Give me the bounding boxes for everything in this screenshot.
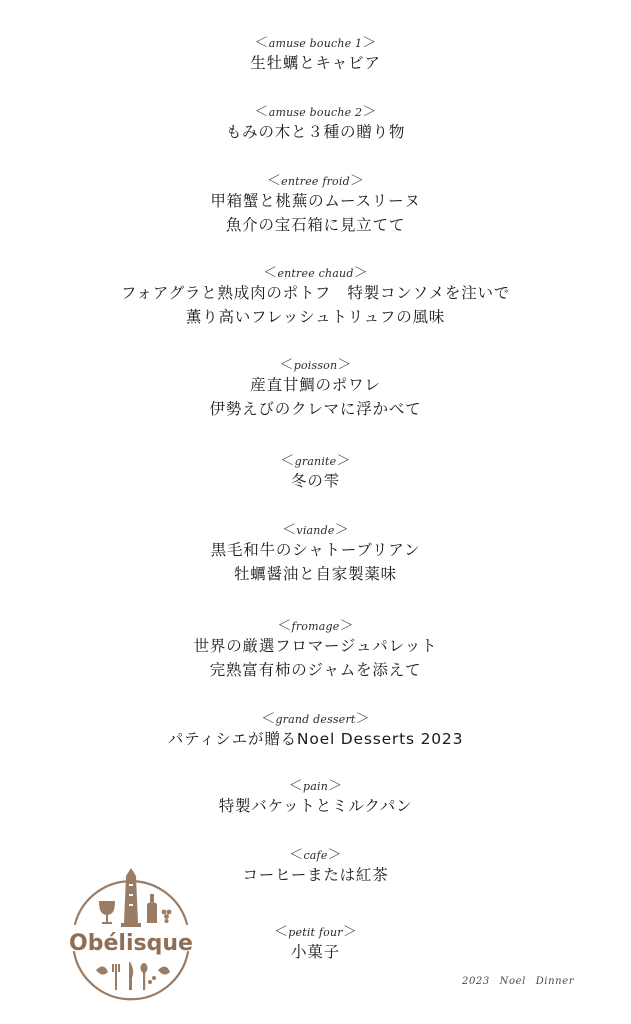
spoon-icon — [141, 963, 148, 990]
course-label-text: fromage — [291, 620, 340, 633]
bracket-open: ＜ — [288, 778, 303, 794]
dish-line: 小菓子 — [291, 943, 340, 961]
course-label — [0, 711, 631, 727]
obelisk-icon — [121, 868, 141, 927]
bracket-open: ＜ — [280, 453, 295, 469]
course-label — [0, 104, 631, 120]
bracket-close: ＞ — [355, 711, 370, 727]
bottle-icon — [147, 894, 157, 923]
dish-line: 産直甘鯛のポワレ — [250, 376, 381, 394]
bracket-close: ＞ — [339, 618, 354, 634]
bracket-open: ＜ — [263, 265, 278, 281]
course-label-text: poisson — [293, 359, 338, 372]
course-label — [0, 453, 631, 469]
course-item — [0, 453, 631, 493]
course-item — [0, 711, 631, 751]
bracket-close: ＞ — [336, 453, 351, 469]
bracket-close: ＞ — [362, 35, 377, 51]
dish-line: パティシエが贈るNoel Desserts 2023 — [167, 730, 464, 748]
course-label — [0, 35, 631, 51]
bracket-open: ＜ — [282, 522, 297, 538]
bracket-open: ＜ — [254, 35, 269, 51]
course-label — [0, 265, 631, 281]
logo-wordmark: Obélisque — [69, 931, 193, 956]
course-label — [0, 357, 631, 373]
dish-line: 薫り高いフレッシュトリュフの風味 — [185, 308, 446, 326]
wine-glass-icon — [100, 902, 114, 923]
course-label-text: granite — [294, 455, 337, 468]
dish-line: コーヒーまたは紅茶 — [242, 866, 389, 884]
bracket-close: ＞ — [337, 357, 352, 373]
grapes-icon — [162, 910, 172, 923]
course-label-text: amuse bouche 2 — [268, 106, 363, 119]
course-item — [0, 357, 631, 421]
footer-note: 2023 Noel Dinner — [462, 976, 575, 987]
dish-line: 魚介の宝石箱に見立てて — [225, 216, 406, 234]
course-label-text: petit four — [288, 926, 343, 939]
course-label — [0, 847, 631, 863]
knife-icon — [129, 962, 133, 990]
course-item — [0, 35, 631, 75]
course-label — [0, 778, 631, 794]
course-label-text: grand dessert — [275, 713, 356, 726]
dish-line: 特製バケットとミルクパン — [218, 797, 413, 815]
course-item — [0, 173, 631, 237]
course-item — [0, 618, 631, 682]
course-label-text: pain — [302, 780, 328, 793]
course-label-text: viande — [296, 524, 335, 537]
course-label — [0, 173, 631, 189]
course-label-text: cafe — [303, 849, 328, 862]
bracket-close: ＞ — [328, 778, 343, 794]
bracket-close: ＞ — [334, 522, 349, 538]
course-item — [0, 522, 631, 586]
fork-icon — [113, 964, 119, 990]
bracket-close: ＞ — [353, 265, 368, 281]
course-label-text: entree froid — [281, 175, 350, 188]
course-item — [0, 104, 631, 144]
dish-line: 甲箱蟹と桃蕪のムースリーヌ — [210, 192, 421, 210]
course-label-text: amuse bouche 1 — [268, 37, 363, 50]
bracket-close: ＞ — [342, 924, 357, 940]
bracket-close: ＞ — [327, 847, 342, 863]
course-item — [0, 778, 631, 818]
dish-line: 冬の雫 — [291, 472, 340, 490]
dish-line: 牡蠣醤油と自家製薬味 — [233, 565, 397, 583]
bracket-open: ＜ — [274, 924, 289, 940]
bracket-open: ＜ — [289, 847, 304, 863]
bracket-open: ＜ — [261, 711, 276, 727]
dish-line: フォアグラと熟成肉のポトフ 特製コンソメを注いで — [120, 284, 511, 302]
bracket-close: ＞ — [349, 173, 365, 189]
dish-line: 伊勢えびのクレマに浮かべて — [209, 400, 422, 418]
bracket-open: ＜ — [279, 357, 294, 373]
dish-line: 生牡蠣とキャビア — [250, 54, 381, 72]
dish-line: 完熟富有柿のジャムを添えて — [209, 661, 422, 679]
bracket-open: ＜ — [277, 618, 292, 634]
bracket-open: ＜ — [266, 173, 282, 189]
dish-line: 黒毛和牛のシャトーブリアン — [210, 541, 421, 559]
bracket-close: ＞ — [362, 104, 377, 120]
dish-line: 世界の厳選フロマージュパレット — [193, 637, 438, 655]
course-label — [0, 618, 631, 634]
course-label-text: entree chaud — [277, 267, 354, 280]
leaf-icon — [96, 966, 170, 984]
bracket-open: ＜ — [254, 104, 269, 120]
dish-line: もみの木と３種の贈り物 — [225, 123, 406, 141]
course-label — [0, 522, 631, 538]
obelisque-logo — [58, 866, 204, 1006]
course-item — [0, 265, 631, 329]
